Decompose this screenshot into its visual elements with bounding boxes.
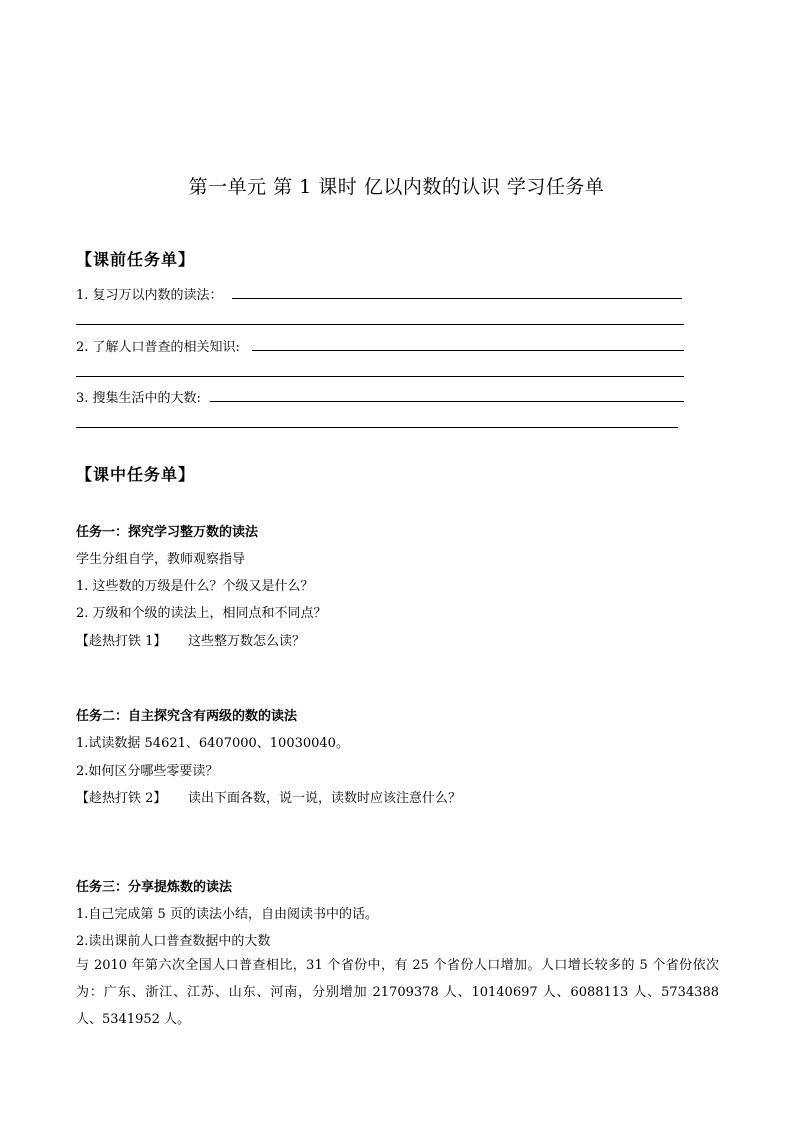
task2-line: 1.试读数据 54621、6407000、10030040。	[76, 736, 349, 751]
pre-task-3-answer-line[interactable]	[210, 401, 684, 402]
pre-task-3-answer-line-2[interactable]	[76, 427, 678, 428]
task2-practice-label: 【趁热打铁 2】	[76, 791, 167, 806]
task2-title: 任务二：自主探究含有两级的数的读法	[76, 709, 298, 724]
task1-practice-text: 这些整万数怎么读？	[188, 634, 306, 649]
pre-class-heading: 【课前任务单】	[76, 250, 196, 269]
task2-practice-text: 读出下面各数，说一说，读数时应该注意什么？	[188, 791, 462, 806]
page-title: 第一单元 第 1 课时 亿以内数的认识 学习任务单	[188, 176, 605, 198]
pre-task-1-label: 1. 复习万以内数的读法：	[76, 288, 223, 303]
pre-task-1-answer-line[interactable]	[232, 298, 682, 299]
task3-title: 任务三：分享提炼数的读法	[76, 880, 233, 895]
task1-line: 1. 这些数的万级是什么？个级又是什么？	[76, 579, 314, 594]
task1-line: 2. 万级和个级的读法上，相同点和不同点？	[76, 606, 327, 621]
task3-line: 1.自己完成第 5 页的读法小结，自由阅读书中的话。	[76, 907, 378, 922]
task3-line: 2.读出课前人口普查数据中的大数	[76, 934, 271, 949]
pre-task-2-answer-line[interactable]	[252, 350, 684, 351]
pre-task-1-answer-line-2[interactable]	[76, 324, 684, 325]
pre-task-2-label: 2. 了解人口普查的相关知识:	[76, 340, 240, 355]
pre-task-3-label: 3. 搜集生活中的大数:	[76, 391, 201, 406]
pre-task-2-answer-line-2[interactable]	[76, 376, 684, 377]
in-class-heading: 【课中任务单】	[76, 465, 196, 484]
task1-practice-label: 【趁热打铁 1】	[76, 634, 167, 649]
task1-line: 学生分组自学，教师观察指导	[76, 552, 246, 567]
task3-paragraph: 与 2010 年第六次全国人口普查相比，31 个省份中，有 25 个省份人口增加。人口增长较多的 5 个省份依次为：广东、浙江、江苏、山东、河南，分别增加 21709378 人、10140697 人、6088113 人、5734388 人、5341952 人。	[76, 958, 719, 1027]
task1-title: 任务一：探究学习整万数的读法	[76, 525, 259, 540]
task2-line: 2.如何区分哪些零要读？	[76, 764, 219, 779]
